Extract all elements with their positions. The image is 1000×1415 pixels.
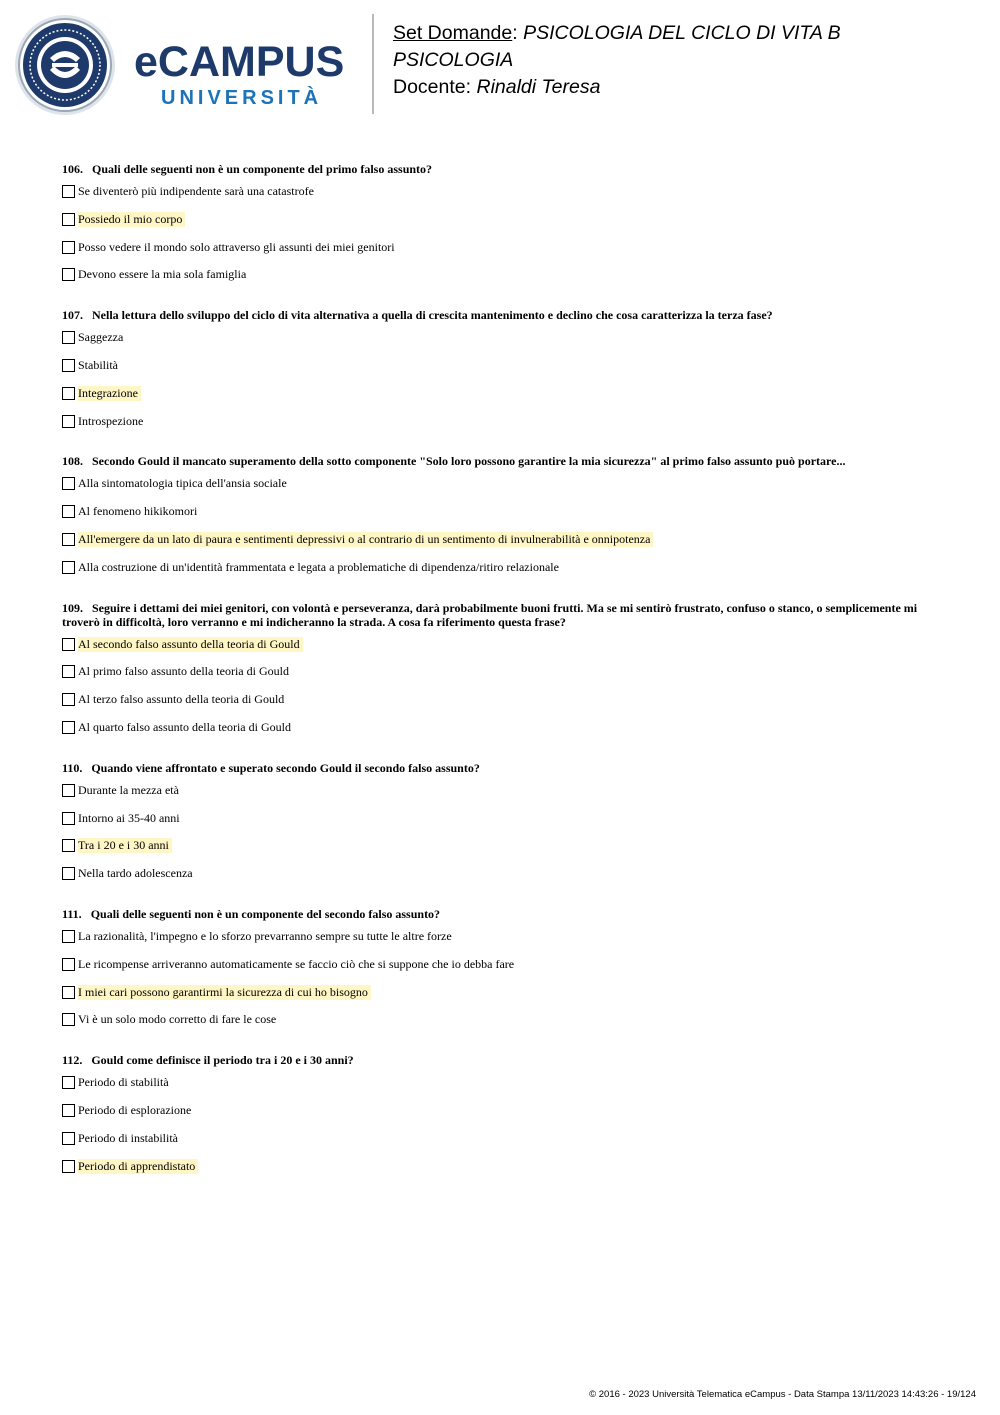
set-subtitle: PSICOLOGIA <box>393 49 514 71</box>
answer-option[interactable] <box>62 692 942 720</box>
answer-text: Al terzo falso assunto della teoria di Gould <box>78 692 285 707</box>
answer-text: Possiedo il mio corpo <box>78 212 185 227</box>
answer-option[interactable] <box>62 476 942 504</box>
checkbox[interactable] <box>62 241 75 254</box>
question-text: Quali delle seguenti non è un componente del primo falso assunto? <box>92 162 433 176</box>
answer-option[interactable] <box>62 184 942 212</box>
question-number: 110. <box>62 760 83 775</box>
checkbox[interactable] <box>62 1132 75 1145</box>
answer-option-correct[interactable] <box>62 532 942 560</box>
checkbox[interactable] <box>62 533 75 546</box>
checkbox[interactable] <box>62 958 75 971</box>
checkbox[interactable] <box>62 812 75 825</box>
answer-option[interactable] <box>62 929 942 957</box>
question-title <box>62 761 942 775</box>
question-block <box>62 162 942 295</box>
checkbox[interactable] <box>62 561 75 574</box>
question-text: Quando viene affrontato e superato secondo Gould il secondo falso assunto? <box>91 760 480 775</box>
question-number: 111. <box>62 906 82 921</box>
answer-option[interactable] <box>62 811 942 839</box>
answer-text: Stabilità <box>78 357 118 372</box>
question-title <box>62 454 942 468</box>
answer-text: Vi è un solo modo corretto di fare le cose <box>78 1012 277 1027</box>
page-header <box>0 0 1000 130</box>
answer-text: Periodo di esplorazione <box>78 1102 192 1117</box>
question-text: Secondo Gould il mancato superamento della sotto componente "Solo loro possono garantire la mia sicurezza" al primo falso assunto può portare... <box>92 454 846 469</box>
checkbox[interactable] <box>62 693 75 706</box>
answer-option-correct[interactable] <box>62 212 942 240</box>
question-block <box>62 454 942 587</box>
header-divider <box>372 14 374 114</box>
answer-option[interactable] <box>62 240 942 268</box>
question-title <box>62 162 942 176</box>
question-title <box>62 601 942 629</box>
answer-option-correct[interactable] <box>62 637 942 665</box>
answer-option[interactable] <box>62 957 942 985</box>
answer-option[interactable] <box>62 866 942 894</box>
answer-text: Integrazione <box>78 386 141 401</box>
answer-option[interactable] <box>62 267 942 295</box>
answer-option[interactable] <box>62 560 942 588</box>
checkbox[interactable] <box>62 331 75 344</box>
checkbox[interactable] <box>62 867 75 880</box>
checkbox[interactable] <box>62 268 75 281</box>
set-label: Set Domande <box>393 22 513 44</box>
answer-text: Alla costruzione di un'identità frammentata e legata a problematiche di dipendenza/ritiro relazionale <box>78 559 559 574</box>
answer-text: Al quarto falso assunto della teoria di Gould <box>78 719 291 734</box>
checkbox[interactable] <box>62 1013 75 1026</box>
question-text: Nella lettura dello sviluppo del ciclo di vita alternativa a quella di crescita mantenimento e declino che cosa caratterizza la terza fase? <box>92 308 773 323</box>
question-block <box>62 308 942 441</box>
set-title-line2 <box>393 47 983 74</box>
checkbox[interactable] <box>62 839 75 852</box>
checkbox[interactable] <box>62 665 75 678</box>
answer-text: Al secondo falso assunto della teoria di Gould <box>78 637 303 652</box>
answer-option[interactable] <box>62 414 942 442</box>
answer-option[interactable] <box>62 1012 942 1040</box>
answer-text: Al fenomeno hikikomori <box>78 504 198 519</box>
checkbox[interactable] <box>62 213 75 226</box>
question-block <box>62 761 942 894</box>
teacher-line: Docente: Rinaldi Teresa <box>393 76 601 98</box>
answer-option[interactable] <box>62 783 942 811</box>
set-info <box>393 20 983 101</box>
checkbox[interactable] <box>62 986 75 999</box>
ecampus-logo <box>14 14 364 118</box>
answer-text: Le ricompense arriveranno automaticamente se faccio ciò che si suppone che io debba fare <box>78 956 515 971</box>
question-text: Seguire i dettami dei miei genitori, con volontà e perseveranza, darà probabilmente buoni frutti. Ma se mi sentirò frustrato, confuso o stanco, o semplicemente mi troverò in difficoltà, loro verranno e mi indicheranno la strada. A cosa fa riferimento questa frase? <box>62 600 918 629</box>
checkbox[interactable] <box>62 185 75 198</box>
set-title: PSICOLOGIA DEL CICLO DI VITA B <box>523 22 841 44</box>
answer-text: Periodo di instabilità <box>78 1130 178 1145</box>
answer-text: Al primo falso assunto della teoria di Gould <box>78 664 289 679</box>
set-title-line: Set Domande: PSICOLOGIA DEL CICLO DI VITA B <box>393 22 841 44</box>
teacher-name: Rinaldi Teresa <box>476 76 601 98</box>
answer-option[interactable] <box>62 720 942 748</box>
question-block <box>62 601 942 748</box>
answer-option-correct[interactable] <box>62 1159 942 1187</box>
question-block <box>62 907 942 1040</box>
answer-text: Posso vedere il mondo solo attraverso gli assunti dei miei genitori <box>78 239 395 254</box>
checkbox[interactable] <box>62 638 75 651</box>
answer-option-correct[interactable] <box>62 985 942 1013</box>
answer-text: Introspezione <box>78 413 144 428</box>
answer-option[interactable] <box>62 1131 942 1159</box>
brand-subtitle: UNIVERSITÀ <box>161 87 323 109</box>
question-number: 107. <box>62 308 83 323</box>
question-title <box>62 308 942 322</box>
checkbox[interactable] <box>62 477 75 490</box>
checkbox[interactable] <box>62 1160 75 1173</box>
question-title <box>62 907 942 921</box>
answer-option[interactable] <box>62 1103 942 1131</box>
checkbox[interactable] <box>62 387 75 400</box>
checkbox[interactable] <box>62 415 75 428</box>
question-text: Gould come definisce il periodo tra i 20 e i 30 anni? <box>91 1053 354 1068</box>
answer-option[interactable] <box>62 330 942 358</box>
answer-text: Intorno ai 35-40 anni <box>78 810 180 825</box>
answer-text: La razionalità, l'impegno e lo sforzo prevarranno sempre su tutte le altre forze <box>78 928 452 943</box>
checkbox[interactable] <box>62 784 75 797</box>
answer-text: Devono essere la mia sola famiglia <box>78 267 247 282</box>
question-title <box>62 1053 942 1067</box>
page-footer: © 2016 - 2023 Università Telematica eCampus - Data Stampa 13/11/2023 14:43:26 - 19/124 <box>589 1389 976 1400</box>
question-number: 112. <box>62 1053 83 1068</box>
teacher-label: Docente <box>393 76 466 98</box>
answer-text: Durante la mezza età <box>78 782 179 797</box>
answer-text: Nella tardo adolescenza <box>78 866 193 881</box>
brand-wordmark <box>134 38 364 108</box>
answer-option[interactable] <box>62 664 942 692</box>
answer-text: I miei cari possono garantirmi la sicurezza di cui ho bisogno <box>78 985 371 1000</box>
answer-option-correct[interactable] <box>62 838 942 866</box>
checkbox[interactable] <box>62 1104 75 1117</box>
checkbox[interactable] <box>62 359 75 372</box>
answer-text: Saggezza <box>78 330 124 345</box>
question-text: Quali delle seguenti non è un componente del secondo falso assunto? <box>90 906 441 921</box>
question-number: 108. <box>62 454 83 469</box>
question-list <box>62 162 942 1199</box>
question-number: 109. <box>62 600 83 615</box>
question-number: 106. <box>62 162 83 176</box>
answer-option[interactable] <box>62 1075 942 1103</box>
university-seal-icon <box>14 14 116 116</box>
answer-text: Alla sintomatologia tipica dell'ansia sociale <box>78 476 287 491</box>
checkbox[interactable] <box>62 1076 75 1089</box>
answer-text: Periodo di apprendistato <box>78 1159 198 1174</box>
answer-option[interactable] <box>62 358 942 386</box>
answer-text: Periodo di stabilità <box>78 1075 169 1090</box>
question-block <box>62 1053 942 1186</box>
answer-option[interactable] <box>62 504 942 532</box>
checkbox[interactable] <box>62 721 75 734</box>
checkbox[interactable] <box>62 930 75 943</box>
brand-name: eCAMPUS <box>134 38 345 86</box>
answer-text: Tra i 20 e i 30 anni <box>78 838 172 853</box>
answer-text: All'emergere da un lato di paura e sentimenti depressivi o al contrario di un sentimento di invulnerabilità e onnipotenza <box>78 532 653 547</box>
answer-text: Se diventerò più indipendente sarà una catastrofe <box>78 184 314 198</box>
answer-option-correct[interactable] <box>62 386 942 414</box>
checkbox[interactable] <box>62 505 75 518</box>
